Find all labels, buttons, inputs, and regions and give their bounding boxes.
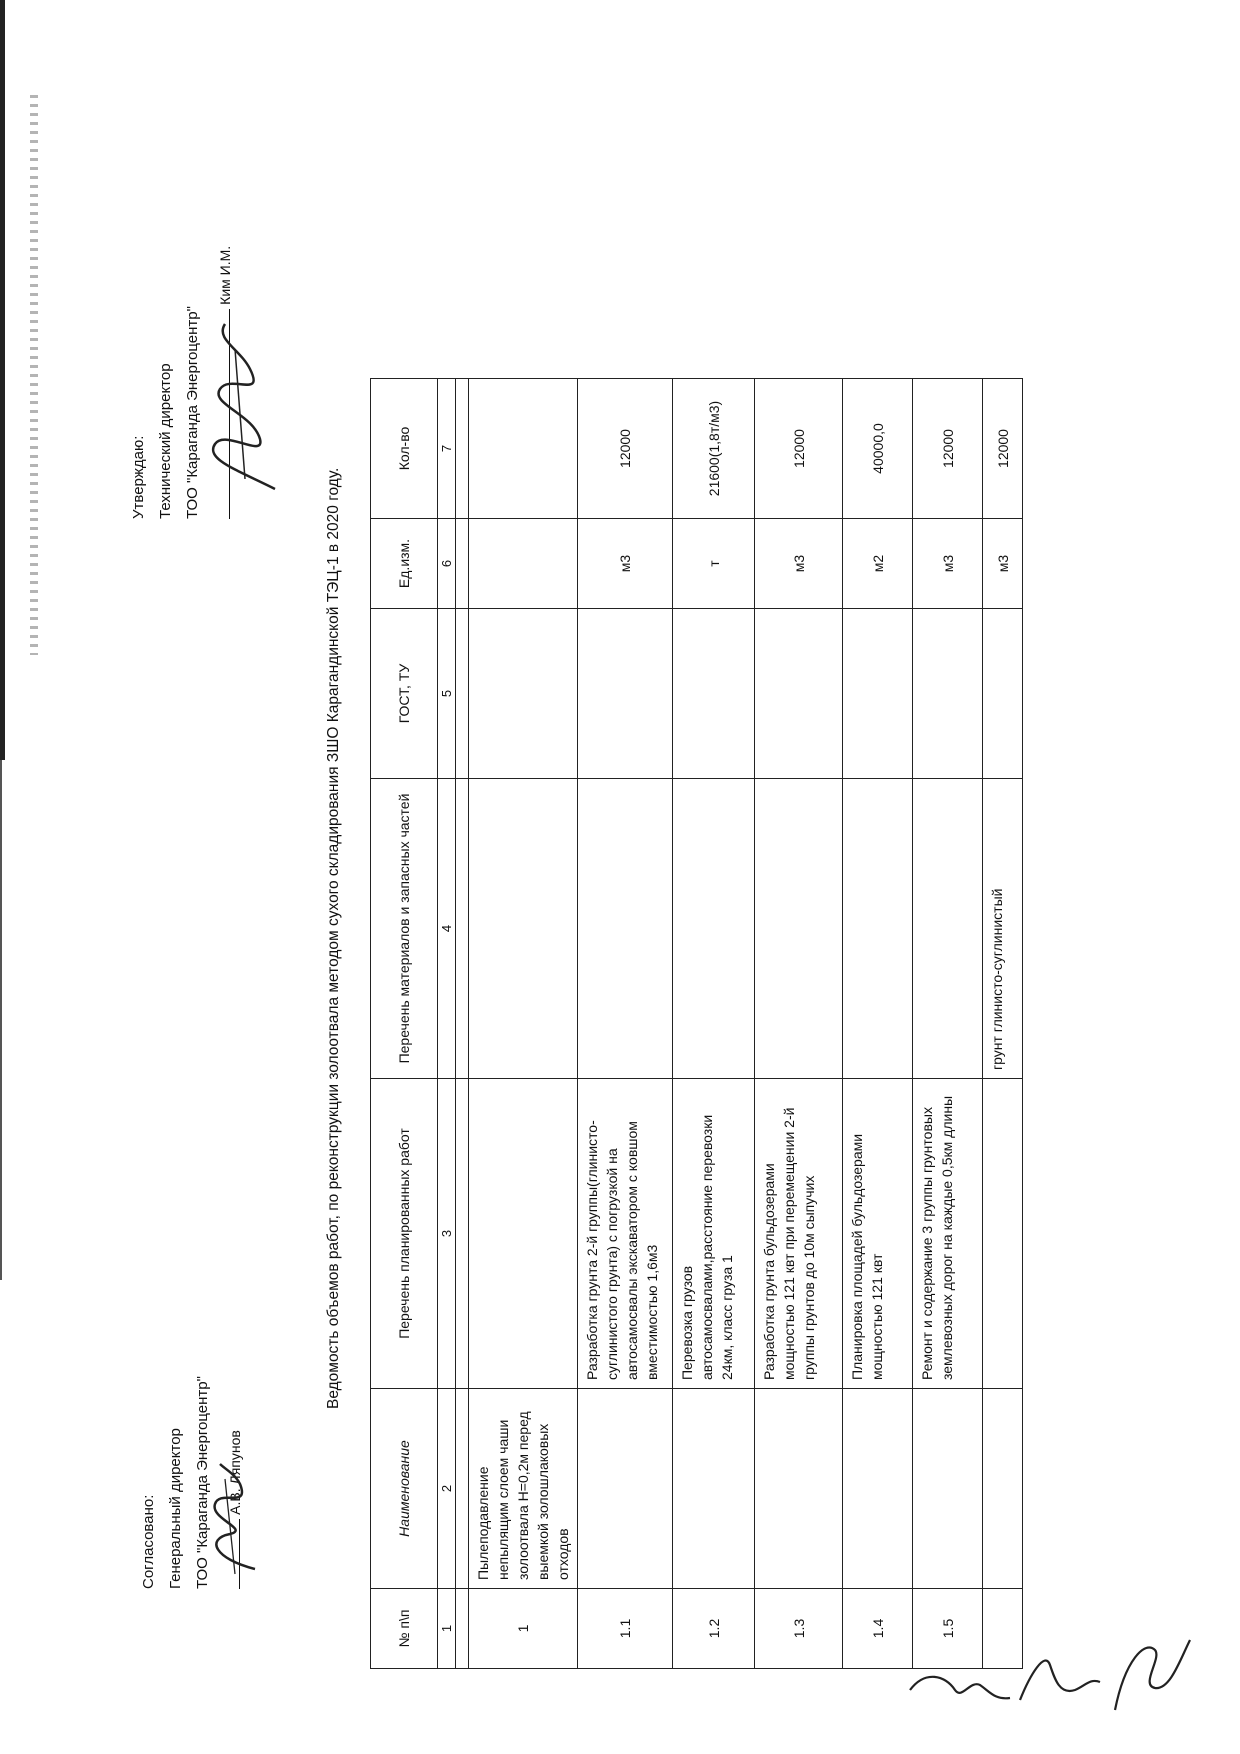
header-unit: Ед.изм. xyxy=(371,519,438,609)
col-number: 6 xyxy=(438,519,456,609)
agreement-signature xyxy=(195,1459,265,1579)
row-unit xyxy=(469,519,578,609)
row-qty: 12000 xyxy=(755,379,843,519)
header-name: Наименование xyxy=(371,1389,438,1589)
works-table xyxy=(370,378,1023,1669)
col-number: 5 xyxy=(438,609,456,779)
header-works: Перечень планированных работ xyxy=(371,1079,438,1389)
row-name xyxy=(843,1389,913,1589)
row-works: Разработка грунта 2-й группы(глинисто-суглинистого грунта) с погрузкой на автосамосвалы экскаватором с ковшом вместимостью 1,6м3 xyxy=(578,1079,673,1389)
row-name xyxy=(673,1389,755,1589)
approval-company: ТОО "Караганда Энергоцентр" xyxy=(184,306,201,519)
row-works: Разработка грунта бульдозерами мощностью 121 квт при перемещении 2-й группы грунтов до 10м сыпучих xyxy=(755,1079,843,1389)
header-qty: Кол-во xyxy=(371,379,438,519)
row-qty xyxy=(469,379,578,519)
row-materials xyxy=(469,779,578,1079)
row-materials: грунт глинисто-суглинистый xyxy=(983,779,1023,1079)
row-num: 1.3 xyxy=(755,1589,843,1669)
row-materials xyxy=(578,779,673,1079)
row-unit: м2 xyxy=(843,519,913,609)
spacer-cell xyxy=(456,609,469,779)
row-gost xyxy=(913,609,983,779)
row-gost xyxy=(755,609,843,779)
row-name: Пылеподавление непылящим слоем чаши золоотвала Н=0,2м перед выемкой золошлаковых отходов xyxy=(469,1389,578,1589)
row-gost xyxy=(578,609,673,779)
approval-position: Технический директор xyxy=(157,363,174,519)
spacer-cell xyxy=(456,1389,469,1589)
row-materials xyxy=(673,779,755,1079)
row-works: Перевозка грузов автосамосвалами,расстояние перевозки 24км, класс груза 1 xyxy=(673,1079,755,1389)
col-number: 2 xyxy=(438,1389,456,1589)
spacer-cell xyxy=(456,379,469,519)
table-header-row xyxy=(371,379,438,1669)
col-number: 7 xyxy=(438,379,456,519)
row-num: 1.5 xyxy=(913,1589,983,1669)
header-gost: ГОСТ, ТУ xyxy=(371,609,438,779)
spacer-cell xyxy=(456,519,469,609)
row-num: 1.2 xyxy=(673,1589,755,1669)
row-unit: м3 xyxy=(755,519,843,609)
agreement-company: ТОО "Караганда Энергоцентр" xyxy=(194,1376,211,1589)
row-qty: 40000,0 xyxy=(843,379,913,519)
row-gost xyxy=(673,609,755,779)
spacer-cell xyxy=(456,779,469,1079)
row-materials xyxy=(913,779,983,1079)
row-unit: м3 xyxy=(578,519,673,609)
row-name xyxy=(983,1389,1023,1589)
table-row xyxy=(843,379,913,1669)
table-column-numbers-row xyxy=(438,379,456,1669)
row-works: Планировка площадей бульдозерами мощностью 121 квт xyxy=(843,1079,913,1389)
row-name xyxy=(913,1389,983,1589)
table-row xyxy=(755,379,843,1669)
row-qty: 12000 xyxy=(913,379,983,519)
header-materials: Перечень материалов и запасных частей xyxy=(371,779,438,1079)
header-num: № п\п xyxy=(371,1589,438,1669)
spacer-cell xyxy=(456,1589,469,1669)
row-unit: м3 xyxy=(913,519,983,609)
row-gost xyxy=(469,609,578,779)
col-number: 3 xyxy=(438,1079,456,1389)
document-title: Ведомость объемов работ, по реконструкции золоотвала методом сухого складирования ЗШО Карагандинской ТЭЦ-1 в 2020 году. xyxy=(325,467,342,1409)
row-works xyxy=(469,1079,578,1389)
table-row xyxy=(983,379,1023,1669)
row-qty: 12000 xyxy=(578,379,673,519)
agreement-label: Согласовано: xyxy=(140,1494,157,1589)
agreement-position: Генеральный директор xyxy=(167,1428,184,1589)
row-unit: т xyxy=(673,519,755,609)
table-spacer-row xyxy=(456,379,469,1669)
row-name xyxy=(755,1389,843,1589)
table-row xyxy=(913,379,983,1669)
row-qty: 21600(1,8т/м3) xyxy=(673,379,755,519)
table-row xyxy=(578,379,673,1669)
spacer-cell xyxy=(456,1079,469,1389)
row-qty: 12000 xyxy=(983,379,1023,519)
row-materials xyxy=(843,779,913,1079)
row-num: 1 xyxy=(469,1589,578,1669)
col-number: 1 xyxy=(438,1589,456,1669)
agreement-signer: А.В. Ляпунов xyxy=(227,1430,243,1515)
row-works xyxy=(983,1079,1023,1389)
row-num: 1.4 xyxy=(843,1589,913,1669)
initials-signatures xyxy=(900,1620,1200,1730)
row-works: Ремонт и содержание 3 группы грунтовых землевозных дорог на каждые 0,5км длины xyxy=(913,1079,983,1389)
approval-signature xyxy=(195,299,285,499)
table-row xyxy=(673,379,755,1669)
row-unit: м3 xyxy=(983,519,1023,609)
row-gost xyxy=(843,609,913,779)
row-materials xyxy=(755,779,843,1079)
approval-label: Утверждаю: xyxy=(130,435,147,519)
row-name xyxy=(578,1389,673,1589)
row-num: 1.1 xyxy=(578,1589,673,1669)
table-row xyxy=(469,379,578,1669)
row-gost xyxy=(983,609,1023,779)
approval-signer: Ким И.М. xyxy=(217,245,233,305)
col-number: 4 xyxy=(438,779,456,1079)
